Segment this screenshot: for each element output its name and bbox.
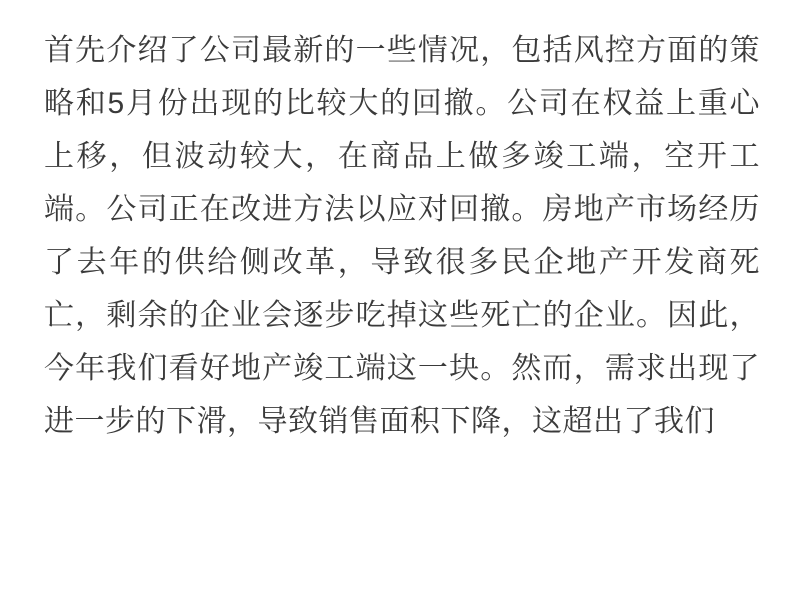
body-paragraph: 首先介绍了公司最新的一些情况，包括风控方面的策略和5月份出现的比较大的回撤。公司在权益上重心上移，但波动较大，在商品上做多竣工端，空开工端。公司正在改进方法以应对回撤。房地产市场经历了去年的供给侧改革，导致很多民企地产开发商死亡，剩余的企业会逐步吃掉这些死亡的企业。因此，今年我们看好地产竣工端这一块。然而，需求出现了进一步的下滑，导致销售面积下降，这超出了我们: [44, 34, 760, 438]
